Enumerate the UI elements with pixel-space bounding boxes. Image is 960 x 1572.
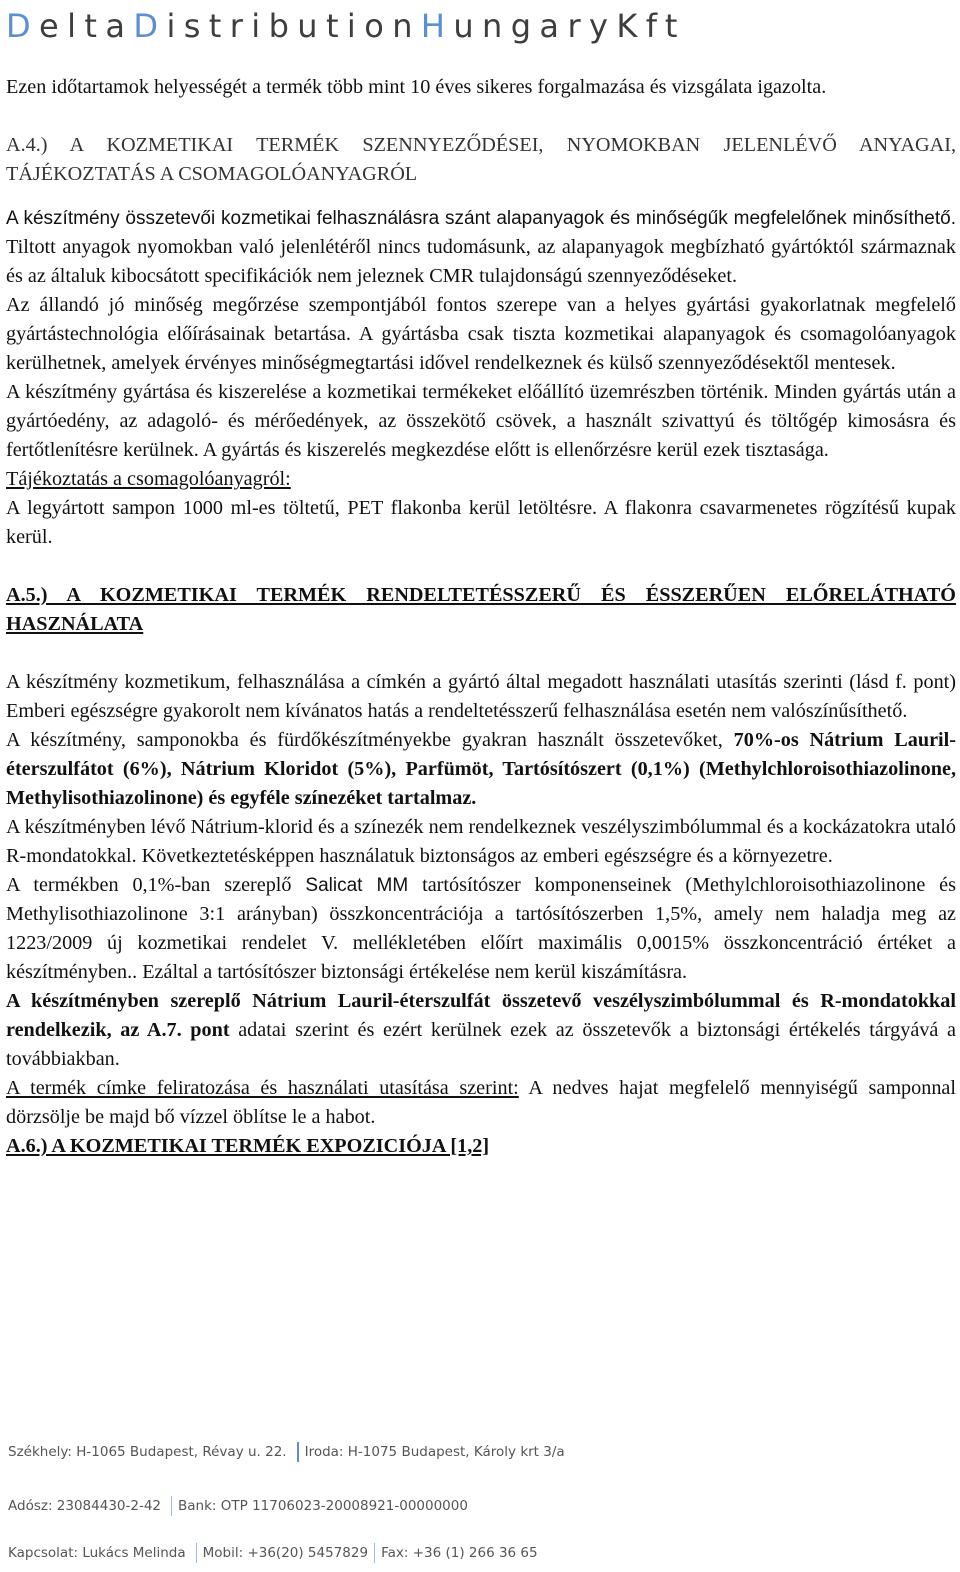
footer-separator xyxy=(196,1543,197,1563)
paragraph-packaging: A legyártott sampon 1000 ml-es töltetű, PET flakonba kerül letöltésre. A flakonra csavarmenetes rögzítésű kupak kerül. xyxy=(6,497,956,548)
paragraph-preservative: A termékben 0,1%-ban szereplő Salicat MM tartósítószer komponenseinek (Methylchloroisothiazolinone és Methylisothiazolinone 3:1 arányban) összkoncentrációja a tartósítószerben 1,5%, amely nem haladja meg az 1223/2009 új kozmetikai rendelet V. mellékletében előírt maximális 0,0015% összkoncentráció értéket a készítményben.. Ezáltal a tartósítószer biztonsági értékelése nem kerül kiszámításra. xyxy=(6,874,957,983)
header-part-3: HungaryKft xyxy=(420,7,686,45)
paragraph-contaminants xyxy=(6,204,956,291)
paragraph-gmp: Az állandó jó minőség megőrzése szempontjából fontos szerepe van a helyes gyártási gyakorlatnak megfelelő gyártástechnológia előírásainak betartása. A gyártásba csak tiszta kozmetikai alapanyagok és csomagolóanyagok kerülhetnek, amelyek érvényes minőségmegtartási idővel rendelkeznek és külső szennyeződésektől mentesek. xyxy=(6,294,956,374)
header-part-2: Distribution xyxy=(133,7,421,45)
footer-address-line xyxy=(8,1442,948,1462)
paragraph-ingredients-bold: 70%-os Nátrium Lauril-éterszulfátot (6%), Nátrium Kloridot (5%), Parfümöt, Tartósítószert (0,1%) (Methylchloroisothiazolinone, Methylisothiazolinone) és egyféle színezéket tartalmaz. xyxy=(6,729,956,809)
paragraph-production: A készítmény gyártása és kiszerelése a kozmetikai termékeket előállító üzemrészben történik. Minden gyártás után a gyártóedény, az adagoló- és mérőedények, az összekötő csövek, a használt szivattyú és töltőgép kimosásra és fertőtlenítésre kerülnek. A gyártás és kiszerelés megkezdése előtt is ellenőrzésre kerül ezek tisztasága. xyxy=(6,381,956,461)
paragraph-intended-use: A készítmény kozmetikum, felhasználása a címkén a gyártó által megadott használati utasítás szerinti (lásd f. pont) Emberi egészségre gyakorolt nem kívánatos hatás a rendeltetésszerű felhasználása esetén nem valószínűsíthető. xyxy=(6,671,956,722)
paragraph-contaminants-sans: A készítmény összetevői kozmetikai felhasználásra szánt alapanyagok és minőségűk megfelelőnek minősíthető. xyxy=(6,208,956,229)
heading-a5: A.5.) A KOZMETIKAI TERMÉK RENDELTETÉSSZERŰ ÉS ÉSSZERŰEN ELŐRELÁTHATÓ HASZNÁLATA xyxy=(6,584,956,635)
heading-a4: A.4.) A KOZMETIKAI TERMÉK SZENNYEZŐDÉSEI, NYOMOKBAN JELENLÉVŐ ANYAGAI, TÁJÉKOZTATÁS A CSOMAGOLÓANYAGRÓL xyxy=(6,134,956,185)
company-header xyxy=(6,6,956,46)
document-body xyxy=(6,73,956,1161)
heading-a6: A.6.) A KOZMETIKAI TERMÉK EXPOZICIÓJA [1,2] xyxy=(6,1135,490,1157)
footer-seat: Székhely: H-1065 Budapest, Révay u. 22. xyxy=(8,1444,287,1460)
footer-office: Iroda: H-1075 Budapest, Károly krt 3/a xyxy=(304,1444,565,1460)
footer-separator xyxy=(374,1543,375,1563)
footer-bank: Bank: OTP 11706023-20008921-00000000 xyxy=(178,1498,468,1514)
paragraph-contaminants-rest: Tiltott anyagok nyomokban való jelenlétéről nincs tudomásunk, az alapanyagok megbízható gyártóktól származnak és az általuk kibocsátott specifikációk nem jeleznek CMR tulajdonságú szennyeződéseket. xyxy=(6,236,956,287)
paragraph-ingredients-normal: A készítmény, samponokba és fürdőkészítményekbe gyakran használt összetevőket, xyxy=(6,729,734,751)
footer-separator xyxy=(297,1442,299,1462)
packaging-label: Tájékoztatás a csomagolóanyagról: xyxy=(6,468,291,490)
preservative-name: Salicat MM xyxy=(305,875,409,896)
paragraph-sles xyxy=(6,987,956,1074)
footer-fax: Fax: +36 (1) 266 36 65 xyxy=(381,1545,538,1561)
header-part-1: Delta xyxy=(6,7,134,45)
footer-contact: Kapcsolat: Lukács Melinda xyxy=(8,1545,186,1561)
usage-label: A termék címke feliratozása és használati utasítása szerint: xyxy=(6,1077,519,1099)
footer-contact-line xyxy=(8,1543,948,1563)
footer-separator xyxy=(171,1496,172,1516)
paragraph-usage xyxy=(6,1074,956,1132)
paragraph-sles-bold: A készítményben szereplő Nátrium Lauril-éterszulfát összetevő veszélyszimbólummal és R-mondatokkal rendelkezik, az A.7. pont xyxy=(6,990,956,1041)
footer-finance-line xyxy=(8,1496,948,1516)
footer-tax: Adósz: 23084430-2-42 xyxy=(8,1498,162,1514)
paragraph-validity: Ezen időtartamok helyességét a termék több mint 10 éves sikeres forgalmazása és vizsgálata igazolta. xyxy=(6,76,827,98)
paragraph-sles-rest: adatai szerint és ezért kerülnek ezek az összetevők a biztonsági értékelés tárgyává a továbbiakban. xyxy=(6,1019,956,1070)
usage-text: A nedves hajat megfelelő mennyiségű samponnal dörzsölje be majd bő vízzel öblítse le a habot. xyxy=(6,1077,956,1128)
footer-mobile: Mobil: +36(20) 5457829 xyxy=(202,1545,369,1561)
paragraph-ingredients xyxy=(6,726,956,813)
paragraph-sodium-chloride: A készítményben lévő Nátrium-klorid és a színezék nem rendelkeznek veszélyszimbólummal és a kockázatokra utaló R-mondatokkal. Következtetésképpen használatuk biztonságos az emberi egészségre és a környezetre. xyxy=(6,816,956,867)
